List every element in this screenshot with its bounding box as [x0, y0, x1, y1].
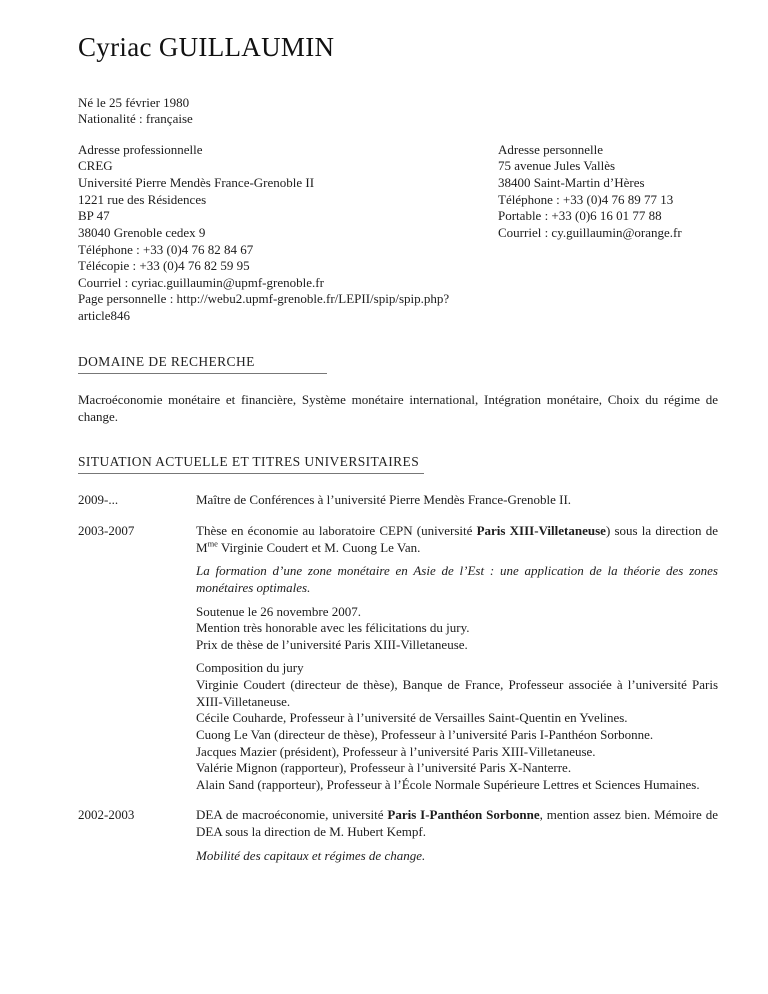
entry-body — [196, 492, 718, 509]
fax-line: Télécopie : +33 (0)4 76 82 59 95 — [78, 258, 250, 274]
thesis-title: La formation d’une zone monétaire en Asie de l’Est : une application de la théorie des zones monétaires optimales. — [196, 563, 718, 595]
jury-member: Virginie Coudert (directeur de thèse), Banque de France, Professeur associée à l’université Paris XIII-Villetaneuse. — [196, 677, 718, 709]
defense-mention-line: Mention très honorable avec les félicitations du jury. — [196, 620, 470, 636]
address-personal — [498, 142, 718, 325]
identity-block — [78, 95, 718, 128]
birth-line: Né le 25 février 1980 — [78, 94, 190, 110]
dea-text-1: DEA de macroéconomie, université — [196, 807, 388, 823]
entry-body — [196, 523, 718, 793]
jury-member: Valérie Mignon (rapporteur), Professeur à l’université Paris X-Nanterre. — [196, 760, 572, 776]
entry-date: 2003-2007 — [78, 523, 135, 539]
thesis-university-bold: Paris XIII-Villetaneuse — [476, 523, 606, 539]
defense-prize-line: Prix de thèse de l’université Paris XIII-Villetaneuse. — [196, 636, 468, 652]
address-line: CREG — [78, 158, 113, 174]
entry-body — [196, 807, 718, 864]
cv-entry-2009 — [78, 492, 718, 509]
dea-text — [196, 807, 718, 840]
research-domains-text: Macroéconomie monétaire et financière, Système monétaire international, Intégration monétaire, Choix du régime de change. — [78, 391, 718, 424]
address-professional-heading: Adresse professionnelle — [78, 141, 203, 157]
defense-date-line: Soutenue le 26 novembre 2007. — [196, 603, 361, 619]
address-line: 38040 Grenoble cedex 9 — [78, 224, 206, 240]
phone-line: Téléphone : +33 (0)4 76 89 77 13 — [498, 191, 674, 207]
address-line: 38400 Saint-Martin d’Hères — [498, 175, 645, 191]
superscript-me: me — [207, 538, 218, 549]
defense-block — [196, 604, 718, 654]
email-line: Courriel : cyriac.guillaumin@upmf-grenoble.fr — [78, 274, 324, 290]
section-heading-research: DOMAINE DE RECHERCHE — [78, 353, 327, 374]
thesis-intro-text-3: Virginie Coudert et M. Cuong Le Van. — [217, 539, 421, 555]
thesis-intro — [196, 523, 718, 556]
mobile-line: Portable : +33 (0)6 16 01 77 88 — [498, 208, 662, 224]
page-title: Cyriac GUILLAUMIN — [78, 32, 335, 62]
jury-member: Jacques Mazier (président), Professeur à l’université Paris XIII-Villetaneuse. — [196, 743, 596, 759]
homepage-line: Page personnelle : http://webu2.upmf-grenoble.fr/LEPII/spip/spip.php?article846 — [78, 291, 450, 324]
thesis-intro-text-2: ) sous la direction de M — [196, 523, 718, 555]
jury-heading: Composition du jury — [196, 660, 304, 676]
dea-university-bold: Paris I-Panthéon Sorbonne — [387, 807, 540, 823]
address-line: 1221 rue des Résidences — [78, 191, 207, 207]
jury-block — [196, 660, 718, 793]
address-professional — [78, 142, 498, 325]
addresses-block — [78, 142, 718, 325]
memoir-title: Mobilité des capitaux et régimes de change. — [196, 847, 426, 863]
position-text: Maître de Conférences à l’université Pierre Mendès France-Grenoble II. — [196, 492, 572, 508]
thesis-intro-text-1: Thèse en économie au laboratoire CEPN (université — [196, 523, 477, 539]
nationality-line: Nationalité : française — [78, 111, 193, 127]
address-personal-heading: Adresse personnelle — [498, 141, 604, 157]
dea-text-2: , mention assez bien. Mémoire de DEA sous la direction de M. Hubert Kempf. — [196, 807, 718, 840]
cv-entry-2003-2007 — [78, 523, 718, 793]
jury-member: Alain Sand (rapporteur), Professeur à l’École Normale Supérieure Lettres et Sciences Humaines. — [196, 776, 700, 792]
jury-member: Cuong Le Van (directeur de thèse), Professeur à l’université Paris I-Panthéon Sorbonne. — [196, 726, 654, 742]
entry-date: 2009-... — [78, 492, 119, 508]
jury-member: Cécile Couharde, Professeur à l’université de Versailles Saint-Quentin en Yvelines. — [196, 710, 628, 726]
phone-line: Téléphone : +33 (0)4 76 82 84 67 — [78, 241, 254, 257]
address-line: BP 47 — [78, 208, 110, 224]
email-line: Courriel : cy.guillaumin@orange.fr — [498, 224, 682, 240]
address-line: Université Pierre Mendès France-Grenoble II — [78, 175, 315, 191]
entry-date: 2002-2003 — [78, 807, 135, 823]
address-line: 75 avenue Jules Vallès — [498, 158, 616, 174]
section-heading-positions: SITUATION ACTUELLE ET TITRES UNIVERSITAIRES — [78, 453, 424, 474]
cv-entry-2002-2003 — [78, 807, 718, 864]
